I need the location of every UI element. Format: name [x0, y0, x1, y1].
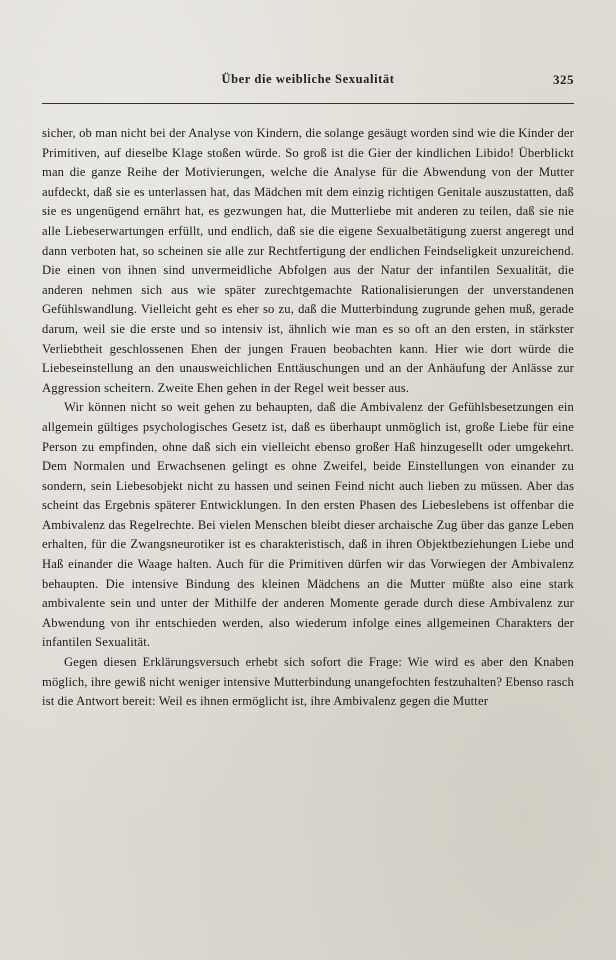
body-text: [42, 124, 574, 712]
page-number: 325: [553, 72, 574, 87]
paragraph: Gegen diesen Erklärungsversuch erhebt sich sofort die Frage: Wie wird es aber den Knaben möglich, ihre gewiß nicht weniger intensive Mutterbindung unangefochten festzuhalten? Ebenso rasch ist die Antwort bereit: Weil es ihnen ermöglicht ist, ihre Ambivalenz gegen die Mutter: [42, 655, 574, 709]
header-title: Über die weibliche Sexualität: [221, 72, 395, 86]
paragraph: sicher, ob man nicht bei der Analyse von Kindern, die solange gesäugt worden sind wie die Kinder der Primitiven, auf dieselbe Klage stoßen würde. So groß ist die Gier der kindlichen Libido! Überblickt man die ganze Reihe der Motivierungen, welche die Analyse für die Abwendung von der Mutter aufdeckt, daß sie es unterlassen hat, das Mädchen mit dem einzig richtigen Genitale auszustatten, daß sie es ungenügend ernährt hat, es gezwungen hat, die Mutterliebe mit anderen zu teilen, daß sie nie alle Liebeserwartungen erfüllt, und endlich, daß sie die eigene Sexualbetätigung zuerst angeregt und dann verboten hat, so scheinen sie alle zur Rechtfertigung der endlichen Feindseligkeit unzureichend. Die einen von ihnen sind unvermeidliche Abfolgen aus der Natur der infantilen Sexualität, die anderen nehmen sich aus wie später zurechtgemachte Rationalisierungen der unverstandenen Gefühlswandlung. Vielleicht geht es eher so zu, daß die Mutterbindung zugrunde gehen muß, gerade darum, weil sie die erste und so intensiv ist, ähnlich wie man es so oft an den ersten, in stärkster Verliebtheit geschlossenen Ehen der jungen Frauen beobachten kann. Hier wie dort würde die Liebeseinstellung an den unausweichlichen Enttäuschungen und an der Anhäufung der Anlässe zur Aggression scheitern. Zweite Ehen gehen in der Regel weit besser aus.: [42, 126, 574, 395]
page-content: [42, 72, 574, 712]
header-rule: [42, 103, 574, 104]
running-header: [42, 72, 574, 98]
paragraph: Wir können nicht so weit gehen zu behaupten, daß die Ambivalenz der Gefühlsbesetzungen ein allgemein gültiges psychologisches Gesetz ist, daß es überhaupt unmöglich ist, große Liebe für eine Person zu empfinden, ohne daß sich ein vielleicht ebenso großer Haß hinzugesellt oder umgekehrt. Dem Normalen und Erwachsenen gelingt es ohne Zweifel, beide Einstellungen von einander zu sondern, sein Liebesobjekt nicht zu hassen und seinen Feind nicht auch lieben zu müssen. Aber das scheint das Ergebnis späterer Entwicklungen. In den ersten Phasen des Liebeslebens ist offenbar die Ambivalenz das Regelrechte. Bei vielen Menschen bleibt dieser archaische Zug über das ganze Leben erhalten, für die Zwangsneurotiker ist es charakteristisch, daß in ihren Objektbeziehungen Liebe und Haß einander die Waage halten. Auch für die Primitiven dürfen wir das Vorwiegen der Ambivalenz behaupten. Die intensive Bindung des kleinen Mädchens an die Mutter müßte also eine stark ambivalente sein und unter der Mithilfe der anderen Momente gerade durch diese Ambivalenz zur Abwendung von ihr entschieden werden, also wiederum infolge eines allgemeinen Charakters der infantilen Sexualität.: [42, 400, 574, 650]
